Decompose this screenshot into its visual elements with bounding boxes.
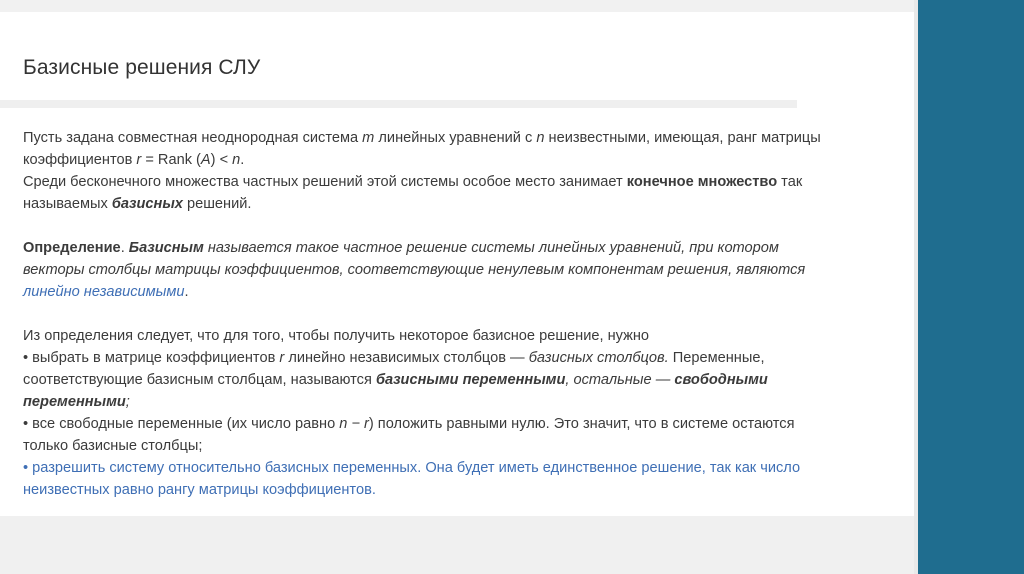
- bullet1-line1: • выбрать в матрице коэффициентов r линейно независимых столбцов — базисных столбцов. Переменные,: [23, 350, 765, 366]
- title-underline: [0, 100, 797, 108]
- para3-line1: Из определения следует, что для того, чтобы получить некоторое базисное решение, нужно: [23, 328, 650, 344]
- para1-line1: Пусть задана совместная неоднородная система m линейных уравнений с n неизвестными, имеющая, ранг матрицы: [23, 130, 821, 146]
- para1-line4: называемых базисных решений.: [23, 196, 252, 212]
- slide-content: [23, 127, 903, 501]
- bullet3-line1: • разрешить систему относительно базисных переменных. Она будет иметь единственное решение, так как число: [23, 460, 801, 476]
- definition-line1: Определение. Базисным называется такое частное решение системы линейных уравнений, при котором: [23, 240, 779, 256]
- bullet2-line1: • все свободные переменные (их число равно n − r) положить равными нулю. Это значит, что в системе остаются: [23, 416, 795, 432]
- definition-line3: линейно независимыми.: [23, 284, 189, 300]
- bullet2-line2: только базисные столбцы;: [23, 438, 203, 454]
- bullet3-line2: неизвестных равно рангу матрицы коэффициентов.: [23, 482, 376, 498]
- slide-title: Базисные решения СЛУ: [23, 56, 261, 79]
- side-accent-bar: [918, 0, 1024, 574]
- para1-line3: Среди бесконечного множества частных решений этой системы особое место занимает конечное множество так: [23, 174, 803, 190]
- bullet1-line2: соответствующие базисным столбцам, называются базисными переменными, остальные — свободными: [23, 372, 768, 388]
- top-strip: [0, 0, 918, 12]
- para1-line2: коэффициентов r = Rank (A) < n.: [23, 152, 245, 168]
- bottom-band: [0, 516, 914, 574]
- definition-line2: векторы столбцы матрицы коэффициентов, соответствующие ненулевым компонентам решения, являются: [23, 262, 806, 278]
- bullet1-line3: переменными;: [23, 394, 130, 410]
